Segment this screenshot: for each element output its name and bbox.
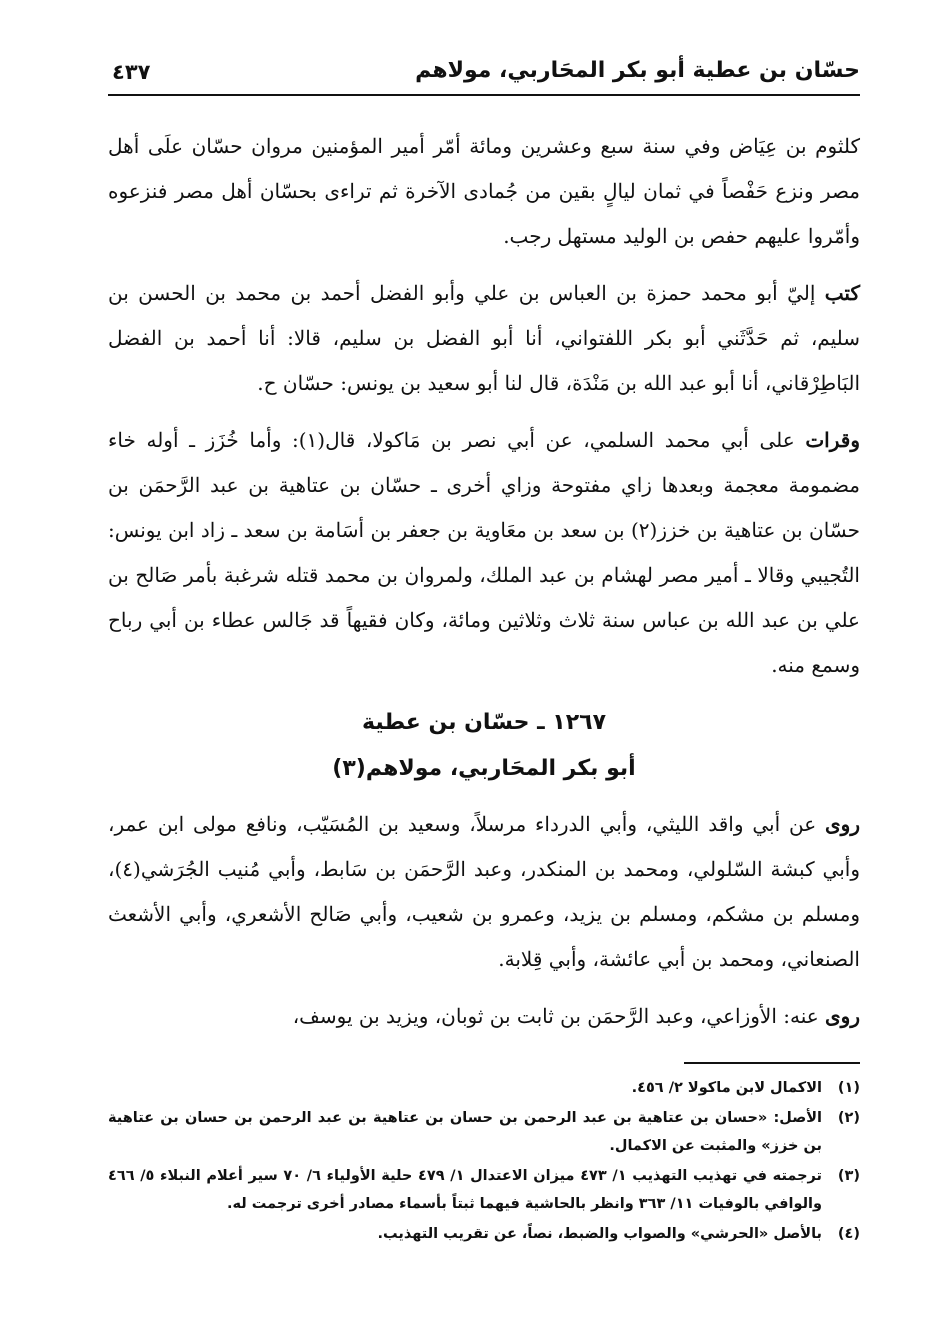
footnote-text: الأصل: «حسان بن عتاهية بن عبد الرحمن بن حسان بن عتاهية بن عبد الرحمن بن حسان بن عتاهية بن خزز» والمثبت عن الاكمال. [108, 1110, 822, 1154]
footnotes [108, 1074, 860, 1250]
paragraph [108, 124, 860, 259]
paragraph-text: عن أبي واقد الليثي، وأبي الدرداء مرسلاً، وسعيد بن المُسَيّب، ونافع مولى ابن عمر، وأبي كبشة السّلولي، ومحمد بن المنكدر، وعبد الرَّحمَن بن سَابط، وأبي مُنيب الجُرَشي(٤)، ومسلم بن مشكم، ومسلم بن يزيد، وعمرو بن شعيب، وأبي صَالح الأشعري، وأبي الأشعث الصنعاني، ومحمد بن أبي عائشة، وأبي قِلابة. [108, 812, 860, 971]
paragraph-lead-word: كتب [824, 281, 860, 305]
entry-heading [108, 700, 860, 792]
footnote-number: (٣) [837, 1168, 860, 1184]
footnote-text: بالأصل «الحرشي» والصواب والضبط، نصاً، عن تقريب التهذيب. [377, 1226, 822, 1242]
footnote-text: ترجمته في تهذيب التهذيب ١/ ٤٧٣ ميزان الاعتدال ١/ ٤٧٩ حلية الأولياء ٦/ ٧٠ سير أعلام النبلاء ٥/ ٤٦٦ والوافي بالوفيات ١١/ ٣٦٣ وانظر بالحاشية فيهما ثبتاً بأسماء مصادر أخرى ترجمت له. [108, 1168, 822, 1212]
paragraph-text: إليّ أبو محمد حمزة بن العباس بن علي وأبو الفضل أحمد بن محمد بن الحسن بن سليم، ثم حَدَّثَني أبو بكر اللفتواني، أنا أبو الفضل بن سليم، قالا: أنا أحمد بن الفضل البَاطِرْقاني، أنا أبو عبد الله بن مَنْدَة، قال لنا أبو سعيد بن يونس: حسّان ح. [108, 281, 860, 395]
paragraph-text: كلثوم بن عِيَاض وفي سنة سبع وعشرين ومائة أمّر أمير المؤمنين مروان حسّان علَى أهل مصر ونزع حَفْصاً في ثمان ليالٍ بقين من جُمادى الآخرة ثم تراءى بحسّان أهل مصر فنزعوه وأمّروا عليهم حفص بن الوليد مستهل رجب. [108, 134, 860, 248]
entry-heading-line1: ١٢٦٧ ـ حسّان بن عطية [362, 710, 606, 735]
footnote [108, 1074, 860, 1102]
paragraph [108, 418, 860, 688]
paragraph [108, 994, 860, 1039]
footnote-number: (٤) [837, 1226, 860, 1242]
footnote-number: (١) [837, 1080, 860, 1096]
paragraph-lead-word: روى [825, 1004, 860, 1028]
main-text [108, 124, 860, 1051]
footnote [108, 1162, 860, 1218]
page-number: ٤٣٧ [112, 60, 151, 84]
footnote-number: (٢) [837, 1110, 860, 1126]
paragraph-text: على أبي محمد السلمي، عن أبي نصر بن مَاكولا، قال(١): وأما خُزَز ـ أوله خاء مضمومة معجمة وبعدها زاي مفتوحة وزاي أخرى ـ حسّان بن عتاهية بن عبد الرَّحمَن بن حسّان بن عتاهية بن خزز(٢) بن سعد بن معَاوية بن جعفر بن أسَامة بن سعد ـ زاد ابن يونس: التُجيبي وقالا ـ أمير مصر لهشام بن عبد الملك، ولمروان بن محمد قتله شرغبة بأمر صَالح بن علي بن عبد الله بن عباس سنة ثلاث وثلاثين ومائة، وكان فقيهاً قد جَالس عطاء بن أبي رباح وسمع منه. [108, 428, 860, 677]
footnote [108, 1220, 860, 1248]
paragraph-lead-word: روى [825, 812, 860, 836]
entry-heading-line2: أبو بكر المحَاربي، مولاهم(٣) [332, 756, 636, 781]
footnote-text: الاكمال لابن ماكولا ٢/ ٤٥٦. [631, 1080, 822, 1096]
paragraph [108, 802, 860, 982]
footnote [108, 1104, 860, 1160]
paragraph-lead-word: وقرات [805, 428, 860, 452]
footnote-divider [684, 1062, 860, 1064]
page-header [108, 52, 860, 96]
paragraph-text: عنه: الأوزاعي، وعبد الرَّحمَن بن ثابت بن ثوبان، ويزيد بن يوسف، [292, 1004, 826, 1028]
paragraph [108, 271, 860, 406]
running-title: حسّان بن عطية أبو بكر المحَاربي، مولاهم [415, 58, 860, 83]
